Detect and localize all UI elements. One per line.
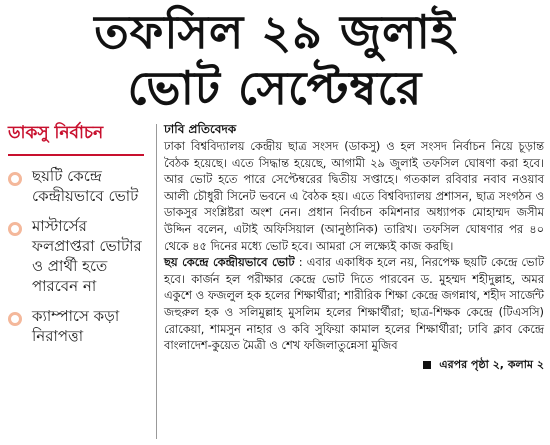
section-divider — [8, 154, 144, 156]
headline-line-2: ভোট সেপ্টেম্বরে — [127, 61, 423, 115]
section-title: ডাকসু নির্বাচন — [8, 123, 104, 143]
continued-on — [164, 356, 544, 375]
article-paragraph-1: ঢাকা বিশ্ববিদ্যালয় কেন্দ্রীয় ছাত্র সংসদ (ডাকসু) ও হল সংসদ নির্বাচন নিয়ে চূড়ান্ত বৈঠক হয়েছে। এতে সিদ্ধান্ত হয়েছে, আগামী ২৯ জুলাই তফসিল ঘোষণা করা হবে। আর ভোট হতে পারে সেপ্টেম্বরের দ্বিতীয় সপ্তাহে। গতকাল রবিবার নবাব নওয়াব আলী চৌধুরী সিনেট ভবনে এ বৈঠক হয়। এতে বিশ্ববিদ্যালয় প্রশাসন, ছাত্র সংগঠন ও ডাকসুর সংশ্লিষ্টরা অংশ নেন। প্রধান নির্বাচন কমিশনার অধ্যাপক মোহাম্মদ জসীম উদ্দিন বলেন, এটাই অফিসিয়াল (আনুষ্ঠানিক) তারিখ। তফসিল ঘোষণার পর ৪০ থেকে ৪৫ দিনের মধ্যে ভোট হবে। আমরা সে লক্ষ্যেই কাজ করছি। — [164, 139, 544, 253]
column-divider — [156, 124, 157, 439]
jump-text: এরপর পৃষ্ঠা ২, কলাম ২ — [439, 357, 544, 371]
circle-bullet-icon — [8, 312, 22, 326]
article-paragraph-2-text: : এবার একাধিক হলে নয়, নিরপেক্ষ ছয়টি কেন্দ্রে ভোট হবে। কার্জন হল পরীক্ষার কেন্দ্রে ভোট দিতে পারবেন ড. মুহম্মদ শহীদুল্লাহ, অমর একুশে ও ফজলুল হক হলের শিক্ষার্থীরা; শারীরিক শিক্ষা কেন্দ্রে জগন্নাথ, শহীদ সার্জেন্ট জহুরুল হক ও সলিমুল্লাহ মুসলিম হলের শিক্ষার্থীরা; ছাত্র-শিক্ষক কেন্দ্রে (টিএসসি) রোকেয়া, শামসুন নাহার ও কবি সুফিয়া কামাল হলের শিক্ষার্থীরা; ঢাবি ক্লাব কেন্দ্রে বাংলাদেশ-কুয়েত মৈত্রী ও শেখ ফজিলাতুন্নেসা মুজিব — [164, 255, 544, 353]
highlight-item — [4, 306, 150, 346]
highlight-text: মাস্টার্সের ফলপ্রাপ্তরা ভোটার ও প্রার্থী হতে পারবেন না — [32, 217, 142, 295]
headline — [0, 4, 550, 116]
highlight-item — [4, 166, 150, 206]
circle-bullet-icon — [8, 222, 22, 236]
headline-line-1: তফসিল ২৯ জুলাই — [94, 5, 456, 59]
square-icon — [423, 361, 431, 369]
highlights-sidebar — [4, 120, 150, 356]
article-subhead: ছয় কেন্দ্রে কেন্দ্রীয়ভাবে ভোট — [164, 255, 295, 270]
highlight-text: ছয়টি কেন্দ্রে কেন্দ্রীয়ভাবে ভোট — [32, 167, 139, 205]
byline: ঢাবি প্রতিবেদক — [164, 122, 237, 136]
circle-bullet-icon — [8, 172, 22, 186]
article-body — [164, 121, 544, 375]
highlight-text: ক্যাম্পাসে কড়া নিরাপত্তা — [32, 307, 120, 345]
article-paragraph-2 — [164, 254, 544, 354]
highlight-item — [4, 216, 150, 296]
